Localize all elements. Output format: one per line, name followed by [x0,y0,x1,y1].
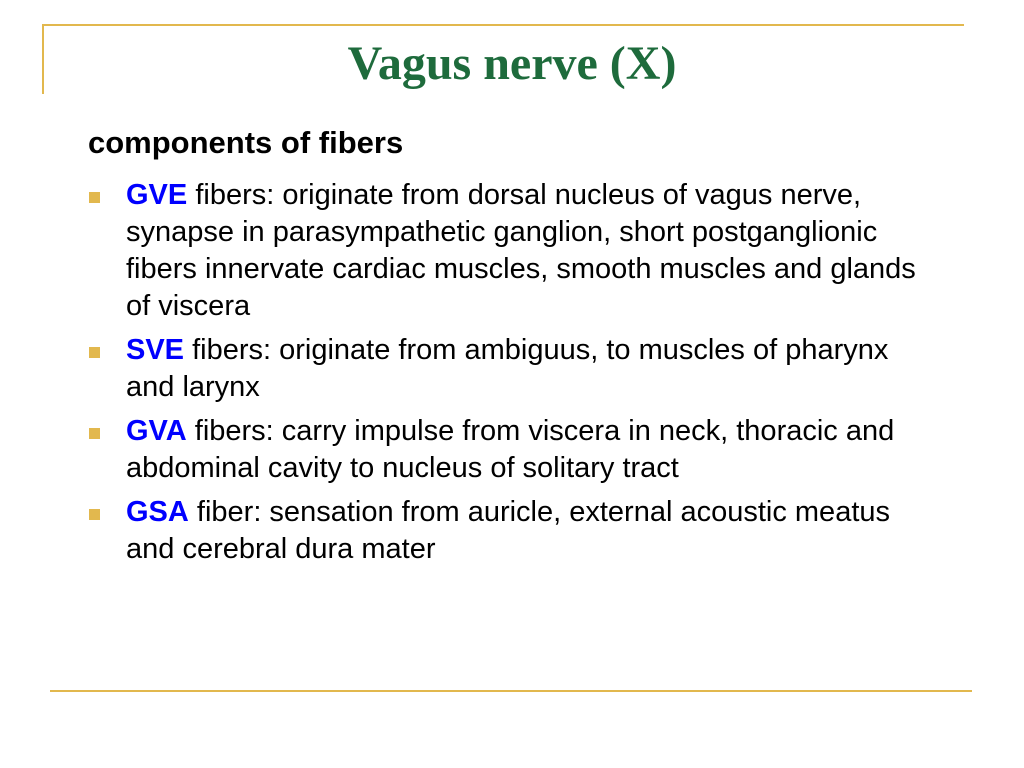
fiber-code: GVA [126,415,187,447]
bullet-item-sve [88,332,938,406]
fiber-code: GVE [126,179,188,211]
square-bullet-icon [89,192,100,203]
fiber-code: SVE [126,334,185,366]
square-bullet-icon [89,428,100,439]
bullet-text: fibers: originate from dorsal nucleus of vagus nerve, synapse in parasympathetic ganglion, short postganglionic fibers innervate cardiac muscles, smooth muscles and glands of viscera [126,179,916,322]
slide-title: Vagus nerve (X) [347,37,677,90]
bullet-item-gva [88,413,938,487]
bullet-text: fiber: sensation from auricle, external acoustic meatus and cerebral dura mater [126,496,891,565]
slide-subtitle: components of fibers [88,125,404,160]
fiber-code: GSA [126,496,189,528]
square-bullet-icon [89,347,100,358]
frame-bottom-rule [50,690,972,692]
bullet-text: fibers: originate from ambiguus, to muscles of pharynx and larynx [126,334,889,403]
bullet-list [88,177,938,575]
bullet-item-gsa [88,494,938,568]
bullet-item-gve [88,177,938,325]
frame-top-rule [42,24,964,26]
square-bullet-icon [89,509,100,520]
bullet-text: fibers: carry impulse from viscera in neck, thoracic and abdominal cavity to nucleus of solitary tract [126,415,895,484]
